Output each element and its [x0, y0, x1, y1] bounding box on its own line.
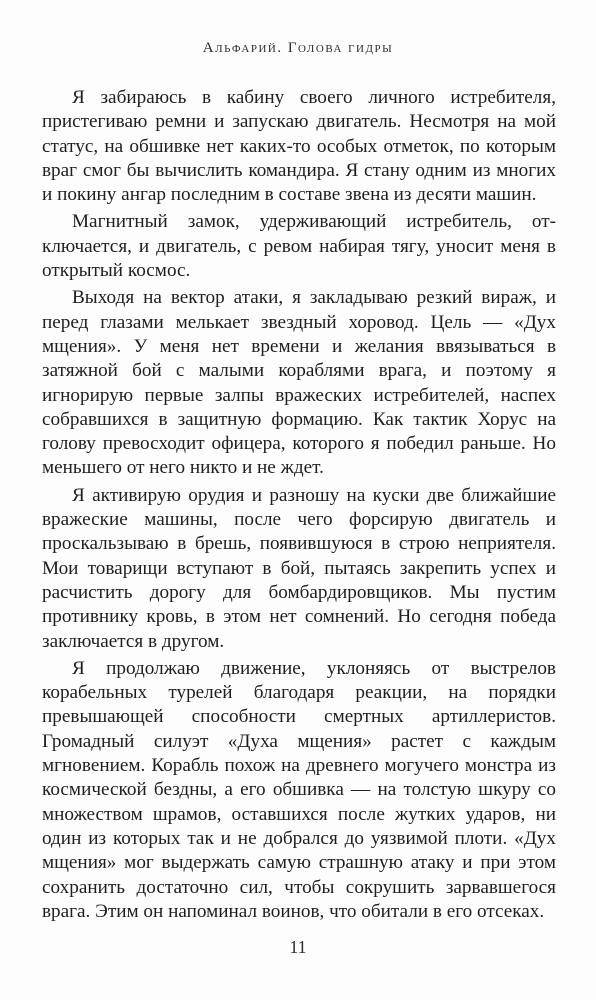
page-number: 11	[289, 937, 307, 957]
body-text	[42, 86, 556, 924]
paragraph-2: Магнитный замок, удерживающий истребитель, отключается, и двигатель, с ревом набирая тягу, уносит меня в открытый космос.	[42, 211, 556, 282]
paragraph-4: Я активирую орудия и разношу на куски две ближайшие вражеские машины, после чего форсирую двигатель и проскальзываю в брешь, появившуюся в строю неприятеля. Мои товарищи вступают в бой, пытаясь закрепить успех и расчистить дорогу для бомбардировщиков. Мы пустим противнику кровь, в этом нет сомнений. Но сегодня победа заключается в другом.	[42, 484, 556, 652]
paragraph-3: Выходя на вектор атаки, я закладываю резкий вираж, и перед глазами мелькает звездный хоровод. Цель — «Дух мщения». У меня нет времени и желания ввязываться в затяжной бой с малыми кораблями врага, и поэтому я игнорирую первые залпы вражеских истребителей, наспех собравшихся в защитную формацию. Как тактик Хорус на голову превосходит офицера, которого я победил раньше. Но меньшего от него никто и не ждет.	[42, 287, 556, 479]
paragraph-5: Я продолжаю движение, уклоняясь от выстрелов корабельных турелей благодаря реакции, на порядки превышающей способности смертных артиллеристов. Громадный силуэт «Духа мщения» растет с каждым мгновением. Корабль похож на древнего могучего монстра из космической бездны, а его обшивка — на толстую шкуру со множеством шрамов, оставшихся после жутких ударов, ни один из которых так и не добрался до уязвимой плоти. «Дух мщения» мог выдержать самую страшную атаку и при этом сохранить достаточно сил, чтобы сокрушить зарвавшегося врага. Этим он напоминал воинов, что обитали в его отсеках.	[42, 657, 556, 922]
running-head: Альфарий. Голова гидры	[202, 40, 394, 56]
paragraph-1: Я забираюсь в кабину своего личного истребителя, пристегиваю ремни и запускаю двигатель. Несмотря на мой статус, на обшивке нет каких-то особых отметок, по которым враг смог бы вычислить командира. Я стану одним из многих и покину ангар последним в составе звена из десяти машин.	[42, 87, 556, 206]
